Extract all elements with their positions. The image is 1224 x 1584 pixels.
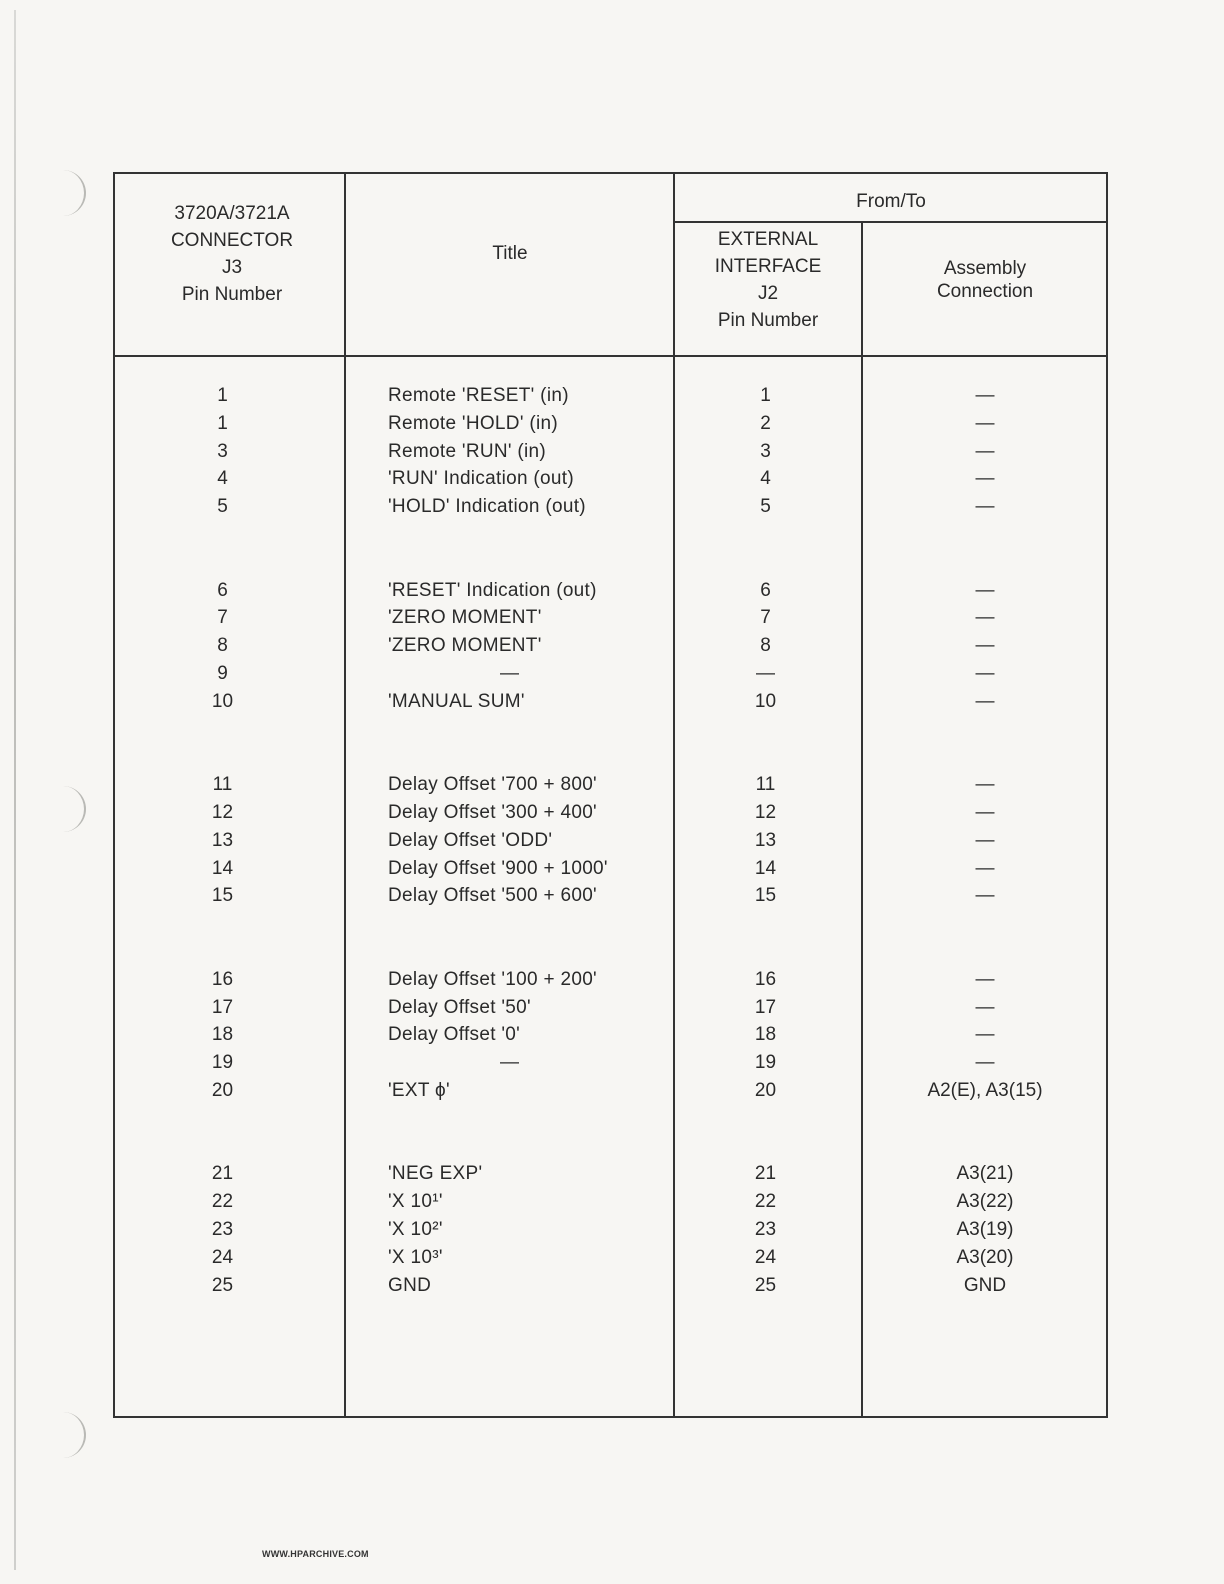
- assembly-connection: —: [975, 829, 995, 851]
- assembly-connection: —: [975, 774, 995, 796]
- punch-hole: [58, 786, 86, 832]
- header-external: [674, 226, 862, 334]
- signal-title: Delay Offset '900 + 1000': [388, 857, 608, 879]
- j2-pin: 3: [760, 440, 771, 462]
- assembly-connection: —: [975, 690, 995, 712]
- j3-pin: 6: [217, 579, 228, 601]
- header-connector: [118, 200, 346, 308]
- j2-pin: 5: [760, 496, 771, 518]
- j3-pin: 15: [211, 885, 234, 907]
- signal-title: 'X 10³': [388, 1246, 443, 1268]
- signal-title: Remote 'RUN' (in): [388, 440, 547, 462]
- j3-pin: 7: [217, 607, 228, 629]
- assembly-connection: —: [975, 412, 995, 434]
- j3-pin: 3: [217, 440, 228, 462]
- signal-title: GND: [388, 1274, 432, 1296]
- archive-footer: WWW.HPARCHIVE.COM: [262, 1549, 369, 1559]
- header-connector-line: 3720A/3721A: [174, 203, 290, 224]
- j2-pin: 8: [760, 635, 771, 657]
- signal-title: 'NEG EXP': [388, 1163, 483, 1185]
- j3-pin: 12: [211, 801, 234, 823]
- header-external-line: J2: [757, 283, 779, 304]
- j3-pin: 5: [217, 496, 228, 518]
- header-title: [346, 240, 674, 267]
- header-external-line: INTERFACE: [714, 256, 822, 277]
- signal-title: 'ZERO MOMENT': [388, 607, 542, 629]
- assembly-connection: A3(21): [956, 1163, 1014, 1185]
- header-title-text: Title: [492, 243, 528, 264]
- j3-pin: 24: [211, 1246, 234, 1268]
- signal-title: 'X 10²': [388, 1218, 443, 1240]
- assembly-connection: A3(20): [956, 1246, 1014, 1268]
- j2-pin: 19: [754, 1052, 777, 1074]
- header-bottom-rule: [115, 355, 1106, 357]
- j2-pin: 18: [754, 1024, 777, 1046]
- j2-pin: 13: [754, 829, 777, 851]
- assembly-connection: GND: [963, 1274, 1007, 1296]
- assembly-connection: A3(22): [956, 1191, 1014, 1213]
- j3-pin: 9: [217, 662, 228, 684]
- signal-title: 'MANUAL SUM': [388, 690, 525, 712]
- j2-pin: 25: [754, 1274, 777, 1296]
- j3-pin: 25: [211, 1274, 234, 1296]
- j3-pin: 11: [212, 774, 233, 796]
- assembly-connection: —: [975, 1052, 995, 1074]
- assembly-connection: —: [975, 579, 995, 601]
- assembly-connection: —: [975, 885, 995, 907]
- column-j2-pin: [718, 382, 813, 1299]
- assembly-connection: —: [975, 635, 995, 657]
- header-from-to: [674, 188, 1108, 215]
- signal-title: Remote 'HOLD' (in): [388, 412, 558, 434]
- signal-title: 'RUN' Indication (out): [388, 468, 574, 490]
- assembly-connection: —: [975, 662, 995, 684]
- j3-pin: 10: [211, 690, 234, 712]
- header-external-line: Pin Number: [717, 310, 819, 331]
- j2-pin: 22: [754, 1191, 777, 1213]
- column-j3-pin: [175, 382, 270, 1299]
- j2-pin: 23: [754, 1218, 777, 1240]
- assembly-connection: —: [975, 496, 995, 518]
- assembly-connection: —: [975, 440, 995, 462]
- punch-hole: [58, 170, 86, 216]
- j2-pin: 14: [754, 857, 777, 879]
- binder-edge: [14, 10, 16, 1570]
- j3-pin: 22: [211, 1191, 234, 1213]
- j3-pin: 1: [217, 412, 228, 434]
- signal-title: Delay Offset '100 + 200': [388, 968, 597, 990]
- j2-pin: 10: [754, 690, 777, 712]
- assembly-connection: —: [975, 968, 995, 990]
- header-connector-line: CONNECTOR: [170, 230, 294, 251]
- j3-pin: 4: [217, 468, 228, 490]
- punch-hole: [58, 1412, 86, 1458]
- j3-pin: 17: [211, 996, 234, 1018]
- signal-title: 'EXT ϕ': [388, 1079, 450, 1101]
- signal-title: Delay Offset '0': [388, 1024, 521, 1046]
- j3-pin: 1: [217, 385, 228, 406]
- assembly-connection: A3(19): [956, 1218, 1014, 1240]
- j2-pin: 2: [760, 412, 771, 434]
- column-title: [388, 382, 658, 1299]
- signal-title: Remote 'RESET' (in): [388, 385, 569, 406]
- j3-pin: 21: [211, 1163, 234, 1185]
- column-divider: [861, 221, 863, 1416]
- signal-title: Delay Offset '500 + 600': [388, 885, 597, 907]
- signal-title: —: [500, 1052, 520, 1074]
- column-divider: [344, 174, 346, 1416]
- header-divider: [673, 221, 1106, 223]
- assembly-connection: —: [975, 468, 995, 490]
- assembly-connection: —: [975, 607, 995, 629]
- j3-pin: 8: [217, 635, 228, 657]
- j3-pin: 20: [211, 1079, 234, 1101]
- signal-title: 'ZERO MOMENT': [388, 635, 542, 657]
- j2-pin: 12: [754, 801, 777, 823]
- header-assembly: [862, 257, 1108, 303]
- signal-title: Delay Offset '50': [388, 996, 531, 1018]
- j3-pin: 13: [211, 829, 234, 851]
- signal-title: 'HOLD' Indication (out): [388, 496, 586, 518]
- assembly-connection: A2(E), A3(15): [927, 1079, 1043, 1101]
- header-connector-line: Pin Number: [181, 284, 283, 305]
- column-divider: [673, 174, 675, 1416]
- j2-pin: 17: [754, 996, 777, 1018]
- j2-pin: 15: [754, 885, 777, 907]
- signal-title: 'X 10¹': [388, 1191, 443, 1213]
- j3-pin: 18: [211, 1024, 234, 1046]
- j2-pin: 7: [760, 607, 771, 629]
- j2-pin: 1: [760, 385, 771, 406]
- assembly-connection: —: [975, 801, 995, 823]
- signal-title: 'RESET' Indication (out): [388, 579, 597, 601]
- j2-pin: 20: [754, 1079, 777, 1101]
- j2-pin: 6: [760, 579, 771, 601]
- header-external-line: EXTERNAL: [717, 229, 819, 250]
- j3-pin: 14: [211, 857, 234, 879]
- assembly-connection: —: [975, 1024, 995, 1046]
- signal-title: Delay Offset '300 + 400': [388, 801, 597, 823]
- j2-pin: 11: [755, 774, 776, 796]
- j2-pin: 16: [754, 968, 777, 990]
- header-from-to-text: From/To: [856, 191, 926, 212]
- assembly-connection: —: [975, 857, 995, 879]
- j2-pin: —: [756, 662, 775, 684]
- header-assembly-line: Assembly: [943, 258, 1027, 279]
- column-assembly: [880, 382, 1090, 1299]
- j3-pin: 16: [211, 968, 234, 990]
- j3-pin: 23: [211, 1218, 234, 1240]
- assembly-connection: —: [975, 385, 995, 406]
- signal-title: Delay Offset '700 + 800': [388, 774, 597, 796]
- j3-pin: 19: [211, 1052, 234, 1074]
- j2-pin: 24: [754, 1246, 777, 1268]
- signal-title: —: [500, 662, 520, 684]
- header-connector-line: J3: [221, 257, 243, 278]
- assembly-connection: —: [975, 996, 995, 1018]
- j2-pin: 4: [760, 468, 771, 490]
- j2-pin: 21: [754, 1163, 777, 1185]
- header-assembly-line: Connection: [936, 281, 1034, 302]
- signal-title: Delay Offset 'ODD': [388, 829, 553, 851]
